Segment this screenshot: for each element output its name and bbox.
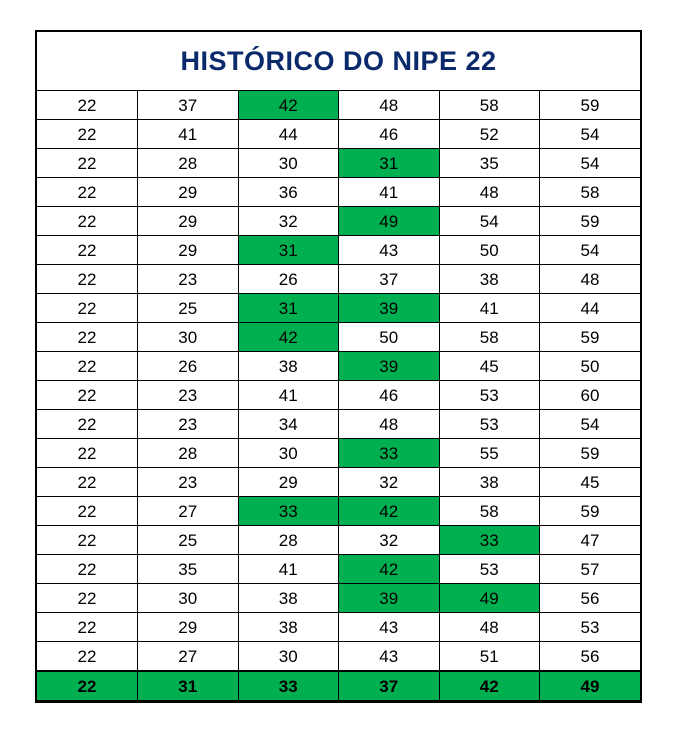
table-cell: 53 xyxy=(439,410,540,439)
table-cell: 23 xyxy=(138,468,239,497)
table-cell-highlighted: 49 xyxy=(439,584,540,613)
table-cell: 30 xyxy=(138,584,239,613)
sheet-title: HISTÓRICO DO NIPE 22 xyxy=(37,32,640,91)
table-cell: 47 xyxy=(540,526,641,555)
table-cell: 22 xyxy=(37,381,138,410)
table-cell-highlighted: 39 xyxy=(339,352,440,381)
table-row xyxy=(37,439,640,468)
table-cell-highlighted: 42 xyxy=(339,497,440,526)
table-cell: 38 xyxy=(238,352,339,381)
table-cell: 22 xyxy=(37,294,138,323)
table-cell: 25 xyxy=(138,294,239,323)
table-cell: 57 xyxy=(540,555,641,584)
table-cell: 48 xyxy=(439,178,540,207)
table-cell-highlighted: 33 xyxy=(238,497,339,526)
table-cell: 54 xyxy=(540,120,641,149)
table-cell: 28 xyxy=(238,526,339,555)
table-cell: 59 xyxy=(540,207,641,236)
table-cell: 29 xyxy=(238,468,339,497)
table-cell: 48 xyxy=(339,410,440,439)
table-row xyxy=(37,120,640,149)
table-cell: 50 xyxy=(540,352,641,381)
table-row xyxy=(37,236,640,265)
table-cell: 22 xyxy=(37,555,138,584)
table-cell: 58 xyxy=(439,497,540,526)
final-row-cell: 49 xyxy=(540,671,641,701)
table-cell-highlighted: 31 xyxy=(238,294,339,323)
table-cell: 54 xyxy=(439,207,540,236)
table-cell: 22 xyxy=(37,207,138,236)
table-cell: 32 xyxy=(339,526,440,555)
table-cell: 27 xyxy=(138,497,239,526)
history-table xyxy=(37,91,640,701)
table-cell-highlighted: 31 xyxy=(238,236,339,265)
table-row xyxy=(37,468,640,497)
table-cell: 26 xyxy=(238,265,339,294)
table-row xyxy=(37,526,640,555)
table-cell: 48 xyxy=(339,91,440,120)
table-row xyxy=(37,410,640,439)
table-cell: 30 xyxy=(138,323,239,352)
table-row xyxy=(37,91,640,120)
table-cell: 56 xyxy=(540,642,641,672)
final-row-cell: 22 xyxy=(37,671,138,701)
table-cell-highlighted: 42 xyxy=(339,555,440,584)
table-cell-highlighted: 39 xyxy=(339,294,440,323)
table-cell-highlighted: 42 xyxy=(238,323,339,352)
table-cell: 22 xyxy=(37,178,138,207)
table-cell: 37 xyxy=(339,265,440,294)
table-row xyxy=(37,265,640,294)
table-row xyxy=(37,497,640,526)
table-cell: 53 xyxy=(540,613,641,642)
table-cell: 30 xyxy=(238,642,339,672)
table-cell: 54 xyxy=(540,149,641,178)
table-cell: 28 xyxy=(138,149,239,178)
table-row xyxy=(37,352,640,381)
table-cell: 35 xyxy=(439,149,540,178)
table-cell: 29 xyxy=(138,613,239,642)
table-cell-highlighted: 49 xyxy=(339,207,440,236)
table-cell: 43 xyxy=(339,613,440,642)
table-cell: 23 xyxy=(138,410,239,439)
table-cell: 60 xyxy=(540,381,641,410)
table-cell: 59 xyxy=(540,91,641,120)
table-cell: 59 xyxy=(540,323,641,352)
table-cell: 22 xyxy=(37,642,138,672)
table-row xyxy=(37,207,640,236)
table-cell: 23 xyxy=(138,265,239,294)
table-cell-highlighted: 33 xyxy=(439,526,540,555)
table-cell: 41 xyxy=(339,178,440,207)
table-cell: 38 xyxy=(238,584,339,613)
table-cell: 46 xyxy=(339,120,440,149)
final-row-cell: 31 xyxy=(138,671,239,701)
table-cell: 22 xyxy=(37,236,138,265)
table-row xyxy=(37,584,640,613)
table-cell: 41 xyxy=(138,120,239,149)
table-row xyxy=(37,613,640,642)
table-cell: 46 xyxy=(339,381,440,410)
table-cell: 58 xyxy=(439,323,540,352)
table-cell: 53 xyxy=(439,555,540,584)
table-row xyxy=(37,178,640,207)
table-cell-highlighted: 33 xyxy=(339,439,440,468)
table-cell: 22 xyxy=(37,149,138,178)
table-cell: 38 xyxy=(439,468,540,497)
table-cell: 56 xyxy=(540,584,641,613)
table-cell: 50 xyxy=(439,236,540,265)
table-row xyxy=(37,149,640,178)
table-cell: 58 xyxy=(439,91,540,120)
table-row xyxy=(37,555,640,584)
table-cell: 48 xyxy=(439,613,540,642)
table-cell: 38 xyxy=(439,265,540,294)
table-cell: 44 xyxy=(238,120,339,149)
table-cell: 44 xyxy=(540,294,641,323)
table-row xyxy=(37,642,640,672)
table-cell: 29 xyxy=(138,207,239,236)
table-cell: 52 xyxy=(439,120,540,149)
table-cell: 51 xyxy=(439,642,540,672)
table-cell-highlighted: 31 xyxy=(339,149,440,178)
table-cell: 22 xyxy=(37,439,138,468)
table-cell: 34 xyxy=(238,410,339,439)
table-cell: 53 xyxy=(439,381,540,410)
table-cell: 37 xyxy=(138,91,239,120)
final-row-cell: 42 xyxy=(439,671,540,701)
table-cell: 29 xyxy=(138,236,239,265)
table-cell: 22 xyxy=(37,265,138,294)
table-cell: 22 xyxy=(37,468,138,497)
table-cell: 54 xyxy=(540,410,641,439)
table-cell: 22 xyxy=(37,323,138,352)
table-cell: 41 xyxy=(238,381,339,410)
table-cell: 54 xyxy=(540,236,641,265)
table-cell: 22 xyxy=(37,91,138,120)
table-cell: 22 xyxy=(37,613,138,642)
table-cell: 59 xyxy=(540,497,641,526)
final-row xyxy=(37,671,640,701)
table-cell: 36 xyxy=(238,178,339,207)
table-cell: 48 xyxy=(540,265,641,294)
table-cell: 26 xyxy=(138,352,239,381)
table-cell: 35 xyxy=(138,555,239,584)
history-table-body xyxy=(37,91,640,701)
table-cell: 50 xyxy=(339,323,440,352)
table-cell: 25 xyxy=(138,526,239,555)
table-cell: 41 xyxy=(439,294,540,323)
table-cell-highlighted: 42 xyxy=(238,91,339,120)
table-cell: 22 xyxy=(37,352,138,381)
final-row-cell: 37 xyxy=(339,671,440,701)
table-cell: 27 xyxy=(138,642,239,672)
table-cell: 22 xyxy=(37,120,138,149)
table-cell: 22 xyxy=(37,526,138,555)
table-cell: 22 xyxy=(37,410,138,439)
table-cell: 59 xyxy=(540,439,641,468)
table-cell: 22 xyxy=(37,584,138,613)
table-cell: 41 xyxy=(238,555,339,584)
table-row xyxy=(37,381,640,410)
table-row xyxy=(37,323,640,352)
table-cell: 45 xyxy=(439,352,540,381)
final-row-cell: 33 xyxy=(238,671,339,701)
table-cell: 32 xyxy=(238,207,339,236)
table-cell: 32 xyxy=(339,468,440,497)
table-cell: 23 xyxy=(138,381,239,410)
history-sheet xyxy=(35,30,642,703)
table-cell: 30 xyxy=(238,149,339,178)
table-cell: 28 xyxy=(138,439,239,468)
table-cell: 29 xyxy=(138,178,239,207)
table-cell: 58 xyxy=(540,178,641,207)
table-cell: 22 xyxy=(37,497,138,526)
table-cell: 43 xyxy=(339,642,440,672)
table-cell-highlighted: 39 xyxy=(339,584,440,613)
table-row xyxy=(37,294,640,323)
table-cell: 38 xyxy=(238,613,339,642)
table-cell: 45 xyxy=(540,468,641,497)
table-cell: 43 xyxy=(339,236,440,265)
table-cell: 55 xyxy=(439,439,540,468)
table-cell: 30 xyxy=(238,439,339,468)
